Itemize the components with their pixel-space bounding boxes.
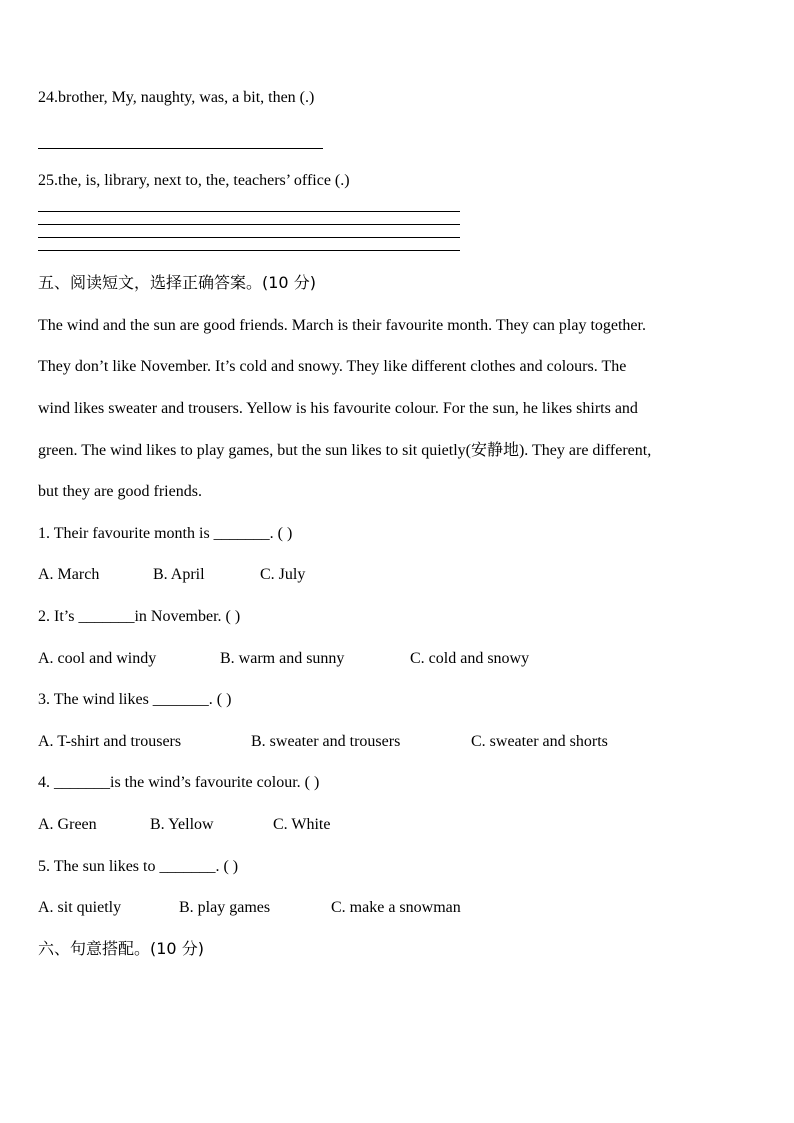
option-b[interactable]: B. play games <box>179 899 271 916</box>
passage-line-5: but they are good friends. <box>38 483 202 500</box>
question-25: 25.the, is, library, next to, the, teachers’ office (.) <box>38 172 350 189</box>
answer-line-25-a <box>38 211 460 212</box>
option-a[interactable]: A. T-shirt and trousers <box>38 733 182 750</box>
option-a[interactable]: A. sit quietly <box>38 899 122 916</box>
answer-line-25-c <box>38 237 460 238</box>
passage-line-4: green. The wind likes to play games, but the sun likes to sit quietly(安静地). They are different, <box>38 442 652 459</box>
answer-line-24 <box>38 148 323 149</box>
option-c[interactable]: C. White <box>273 816 331 833</box>
passage-line-1: The wind and the sun are good friends. March is their favourite month. They can play together. <box>38 317 646 334</box>
option-c[interactable]: C. sweater and shorts <box>471 733 608 750</box>
question-2-stem: 2. It’s _______in November. ( ) <box>38 608 241 625</box>
passage-line-3: wind likes sweater and trousers. Yellow is his favourite colour. For the sun, he likes shirts and <box>38 400 638 417</box>
question-4-options <box>38 815 330 835</box>
answer-line-25-b <box>38 224 460 225</box>
question-3-options <box>38 732 608 752</box>
option-c[interactable]: C. cold and snowy <box>410 650 530 667</box>
option-b[interactable]: B. sweater and trousers <box>251 733 401 750</box>
option-c[interactable]: C. make a snowman <box>331 899 461 916</box>
question-5-options <box>38 898 461 918</box>
question-24: 24.brother, My, naughty, was, a bit, then (.) <box>38 89 315 106</box>
option-b[interactable]: B. April <box>153 566 205 583</box>
question-2-options <box>38 649 529 669</box>
section-5-heading: 五、阅读短文，选择正确答案。(10 分) <box>38 273 316 292</box>
option-a[interactable]: A. cool and windy <box>38 650 157 667</box>
answer-line-25-d <box>38 250 460 251</box>
option-b[interactable]: B. Yellow <box>150 816 214 833</box>
question-5-stem: 5. The sun likes to _______. ( ) <box>38 858 239 875</box>
option-a[interactable]: A. March <box>38 566 100 583</box>
question-1-options <box>38 565 305 585</box>
question-4-stem: 4. _______is the wind’s favourite colour. ( ) <box>38 774 320 791</box>
section-6-heading: 六、句意搭配。(10 分) <box>38 939 204 958</box>
question-1-stem: 1. Their favourite month is _______. ( ) <box>38 525 293 542</box>
passage-line-2: They don’t like November. It’s cold and snowy. They like different clothes and colours. The <box>38 358 627 375</box>
question-3-stem: 3. The wind likes _______. ( ) <box>38 691 232 708</box>
option-c[interactable]: C. July <box>260 566 306 583</box>
option-b[interactable]: B. warm and sunny <box>220 650 345 667</box>
option-a[interactable]: A. Green <box>38 816 97 833</box>
